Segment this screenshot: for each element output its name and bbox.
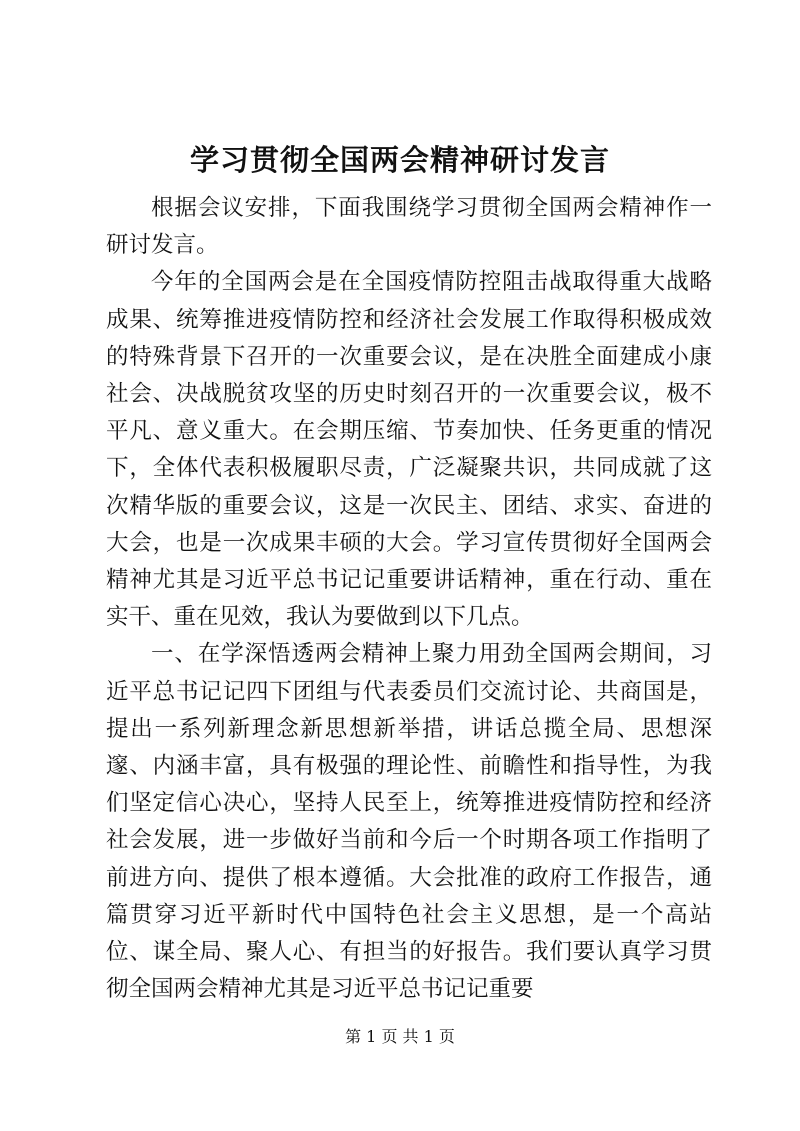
paragraph-background: 今年的全国两会是在全国疫情防控阻击战取得重大战略成果、统筹推进疫情防控和经济社会发展工作取得积极成效的特殊背景下召开的一次重要会议，是在决胜全面建成小康社会、决战脱贫攻坚的历史时刻召开的一次重要会议，极不平凡、意义重大。在会期压缩、节奏加快、任务更重的情况下，全体代表积极履职尽责，广泛凝聚共识，共同成就了这次精华版的重要会议，这是一次民主、团结、求实、奋进的大会，也是一次成果丰硕的大会。学习宣传贯彻好全国两会精神尤其是习近平总书记记重要讲话精神，重在行动、重在实干、重在见效，我认为要做到以下几点。 bbox=[106, 269, 712, 631]
paragraph-intro: 根据会议安排，下面我围绕学习贯彻全国两会精神作一研讨发言。 bbox=[106, 195, 712, 259]
page-footer: 第 1 页 共 1 页 bbox=[345, 1027, 455, 1046]
paragraph-section-one: 一、在学深悟透两会精神上聚力用劲全国两会期间，习近平总书记记四下团组与代表委员们交流讨论、共商国是，提出一系列新理念新思想新举措，讲话总揽全局、思想深邃、内涵丰富，具有极强的理论性、前瞻性和指导性，为我们坚定信心决心，坚持人民至上，统筹推进疫情防控和经济社会发展，进一步做好当前和今后一个时期各项工作指明了前进方向、提供了根本遵循。大会批准的政府工作报告，通篇贯穿习近平新时代中国特色社会主义思想，是一个高站位、谋全局、聚人心、有担当的好报告。我们要认真学习贯彻全国两会精神尤其是习近平总书记记重要 bbox=[106, 641, 712, 1003]
document-title: 学习贯彻全国两会精神研讨发言 bbox=[189, 143, 610, 177]
document-body bbox=[106, 190, 712, 1008]
